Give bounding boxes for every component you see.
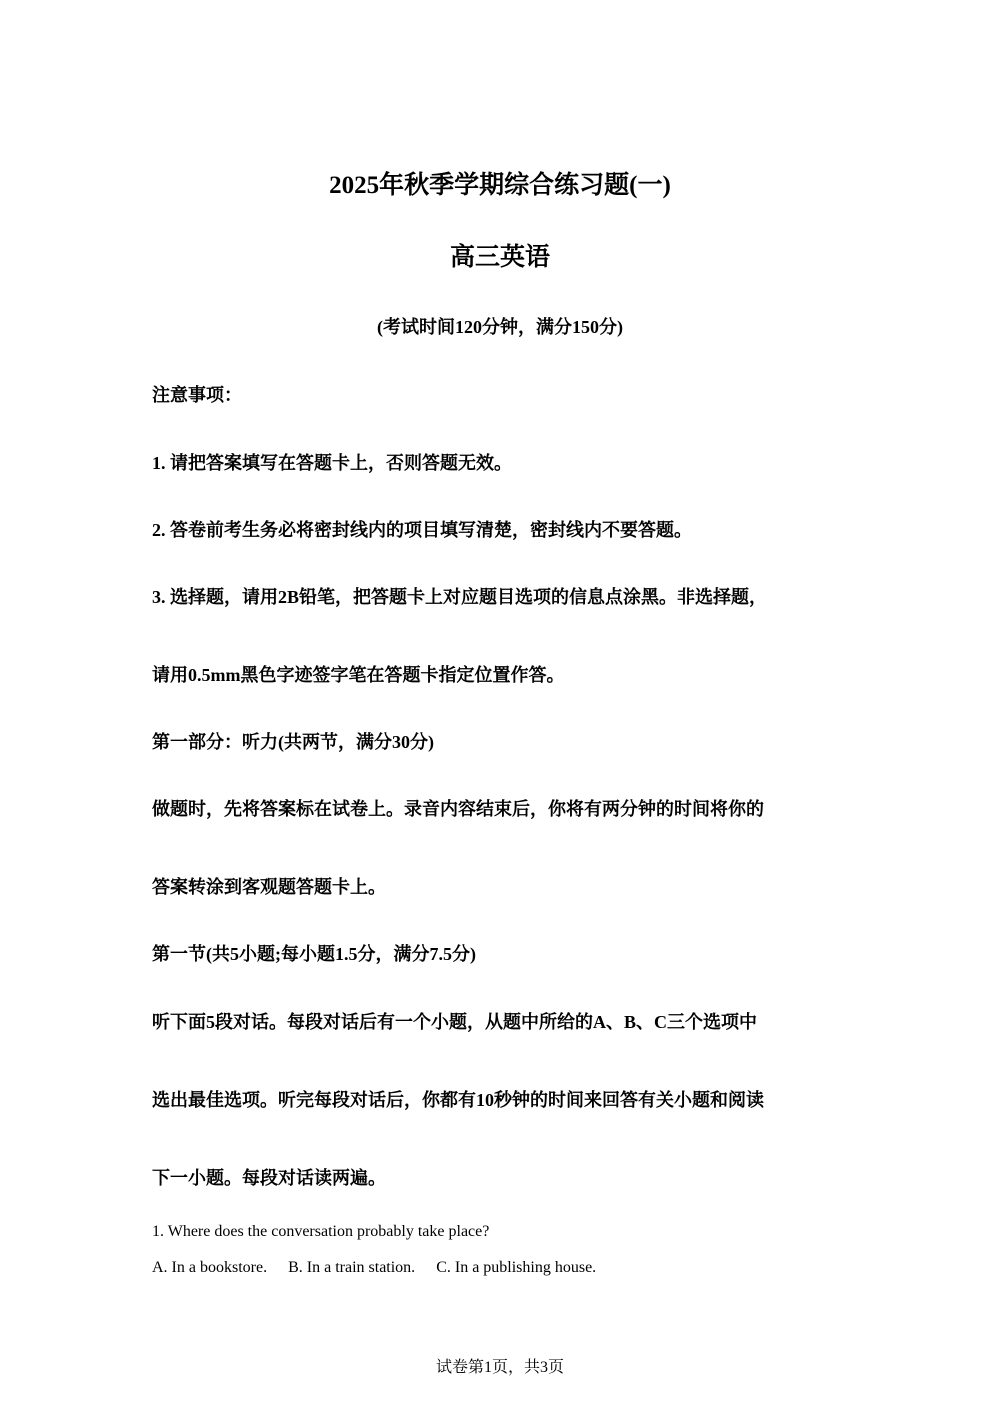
exam-title: 2025年秋季学期综合练习题(一) [329,172,671,199]
question-1-options [152,1257,596,1279]
page-footer: 试卷第1页，共3页 [435,1359,564,1376]
notice-item-3: 3. 选择题，请用2B铅笔，把答题卡上对应题目选项的信息点涂黑。非选择题， [152,587,768,607]
exam-subject: 高三英语 [449,244,550,271]
question-1-option-a: A. In a bookstore. [152,1259,268,1276]
section1-instruction-line-1: 听下面5段对话。每段对话后有一个小题，从题中所给的A、B、C三个选项中 [152,1012,758,1032]
notice-item-2: 2. 答卷前考生务必将密封线内的项目填写清楚，密封线内不要答题。 [152,520,692,540]
question-1-option-c: C. In a publishing house. [436,1259,597,1276]
notice-heading: 注意事项： [152,385,242,405]
part1-instruction-line-1: 做题时，先将答案标在试卷上。录音内容结束后，你将有两分钟的时间将你的 [152,799,764,819]
exam-info: (考试时间120分钟，满分150分) [377,317,623,337]
section1-instruction-line-2: 选出最佳选项。听完每段对话后，你都有10秒钟的时间来回答有关小题和阅读 [152,1090,764,1110]
notice-item-1: 1. 请把答案填写在答题卡上，否则答题无效。 [152,453,512,473]
part1-instruction-line-2: 答案转涂到客观题答题卡上。 [152,877,386,897]
question-1-option-b: B. In a train station. [288,1259,416,1276]
part1-heading: 第一部分：听力(共两节，满分30分) [152,732,434,752]
section1-instruction-line-3: 下一小题。每段对话读两遍。 [152,1168,386,1188]
section1-heading: 第一节(共5小题;每小题1.5分，满分7.5分) [152,944,476,964]
question-1-prompt: 1. Where does the conversation probably take place? [152,1223,490,1240]
notice-item-3-continued: 请用0.5mm黑色字迹签字笔在答题卡指定位置作答。 [152,665,565,685]
